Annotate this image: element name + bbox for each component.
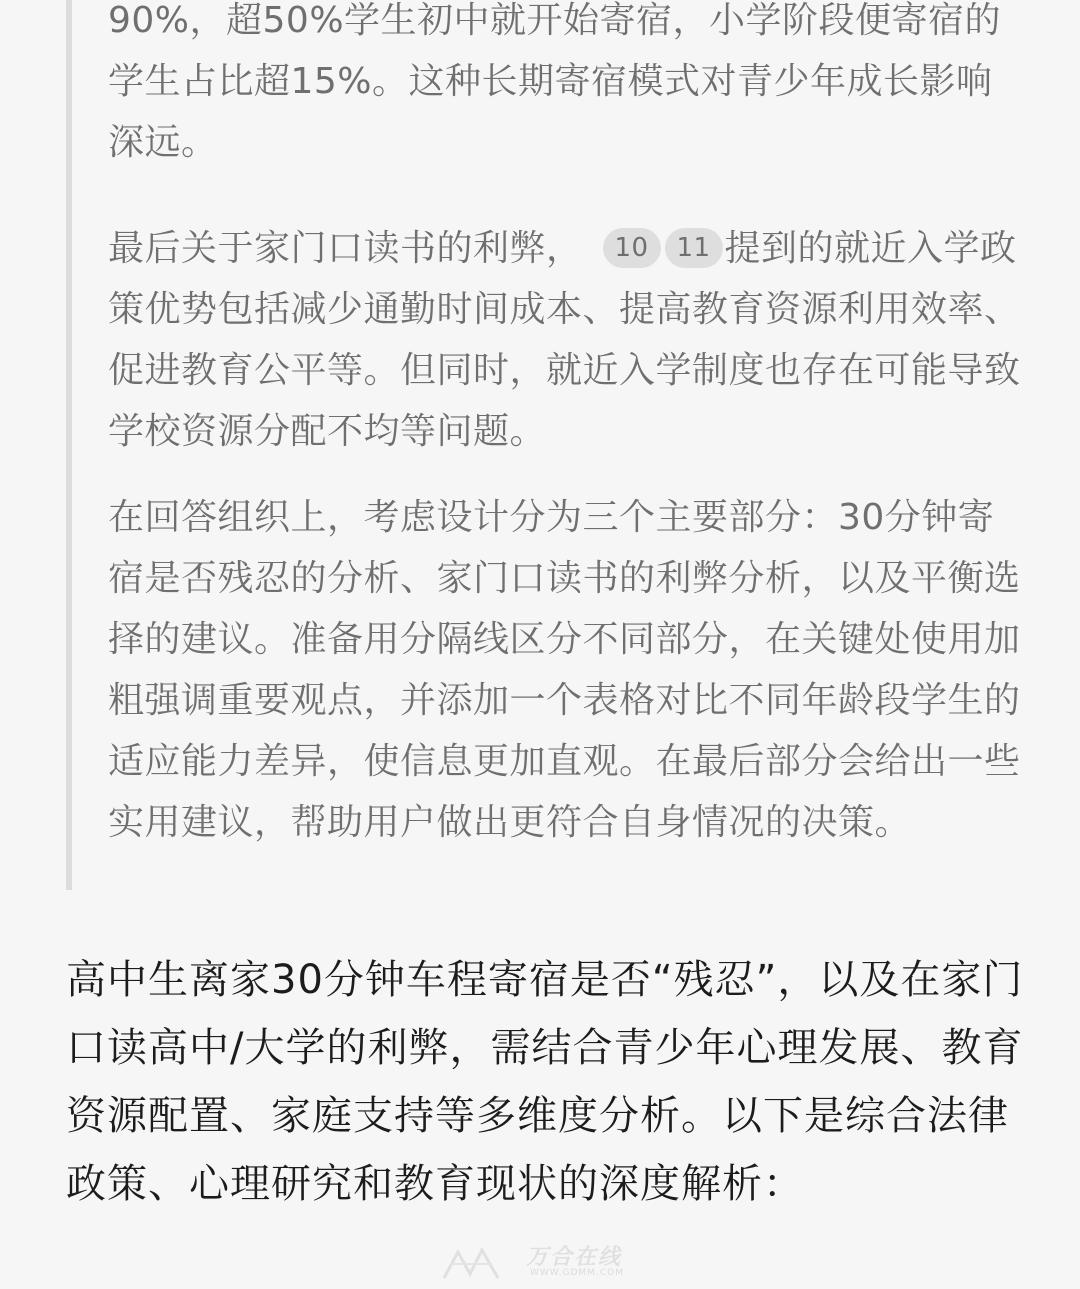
thinking-quote-block [66,0,1026,890]
citation-badge-11[interactable]: 11 [665,228,723,268]
watermark-url: WWW.GDMM.COM [530,1268,624,1278]
thinking-paragraph-2-lead: 最后关于家门口读书的利弊， [108,228,583,269]
site-watermark [440,1238,650,1286]
answer-intro-paragraph: 高中生离家30分钟车程寄宿是否“残忍”，以及在家门口读高中/大学的利弊，需结合青少年心理发展、教育资源配置、家庭支持等多维度分析。以下是综合法律政策、心理研究和教育现状的深度解析： [66,957,1024,1207]
thinking-paragraph-1: 90%，超50%学生初中就开始寄宿，小学阶段便寄宿的学生占比超15%。这种长期寄宿模式对青少年成长影响深远。 [108,0,1002,163]
watermark-logo-icon [440,1244,504,1284]
thinking-paragraph-3: 在回答组织上，考虑设计分为三个主要部分：30分钟寄宿是否残忍的分析、家门口读书的利弊分析，以及平衡选择的建议。准备用分隔线区分不同部分，在关键处使用加粗强调重要观点，并添加一个表格对比不同年龄段学生的适应能力差异，使信息更加直观。在最后部分会给出一些实用建议，帮助用户做出更符合自身情况的决策。 [108,497,1021,843]
thinking-paragraph-2-body: 提到的就近入学政策优势包括减少通勤时间成本、提高教育资源利用效率、促进教育公平等。但同时，就近入学制度也存在可能导致学校资源分配不均等问题。 [108,228,1021,452]
watermark-title: 万合在线 [526,1245,623,1270]
thinking-paragraph-2 [108,218,1028,462]
citation-badge-10[interactable]: 10 [603,228,661,268]
